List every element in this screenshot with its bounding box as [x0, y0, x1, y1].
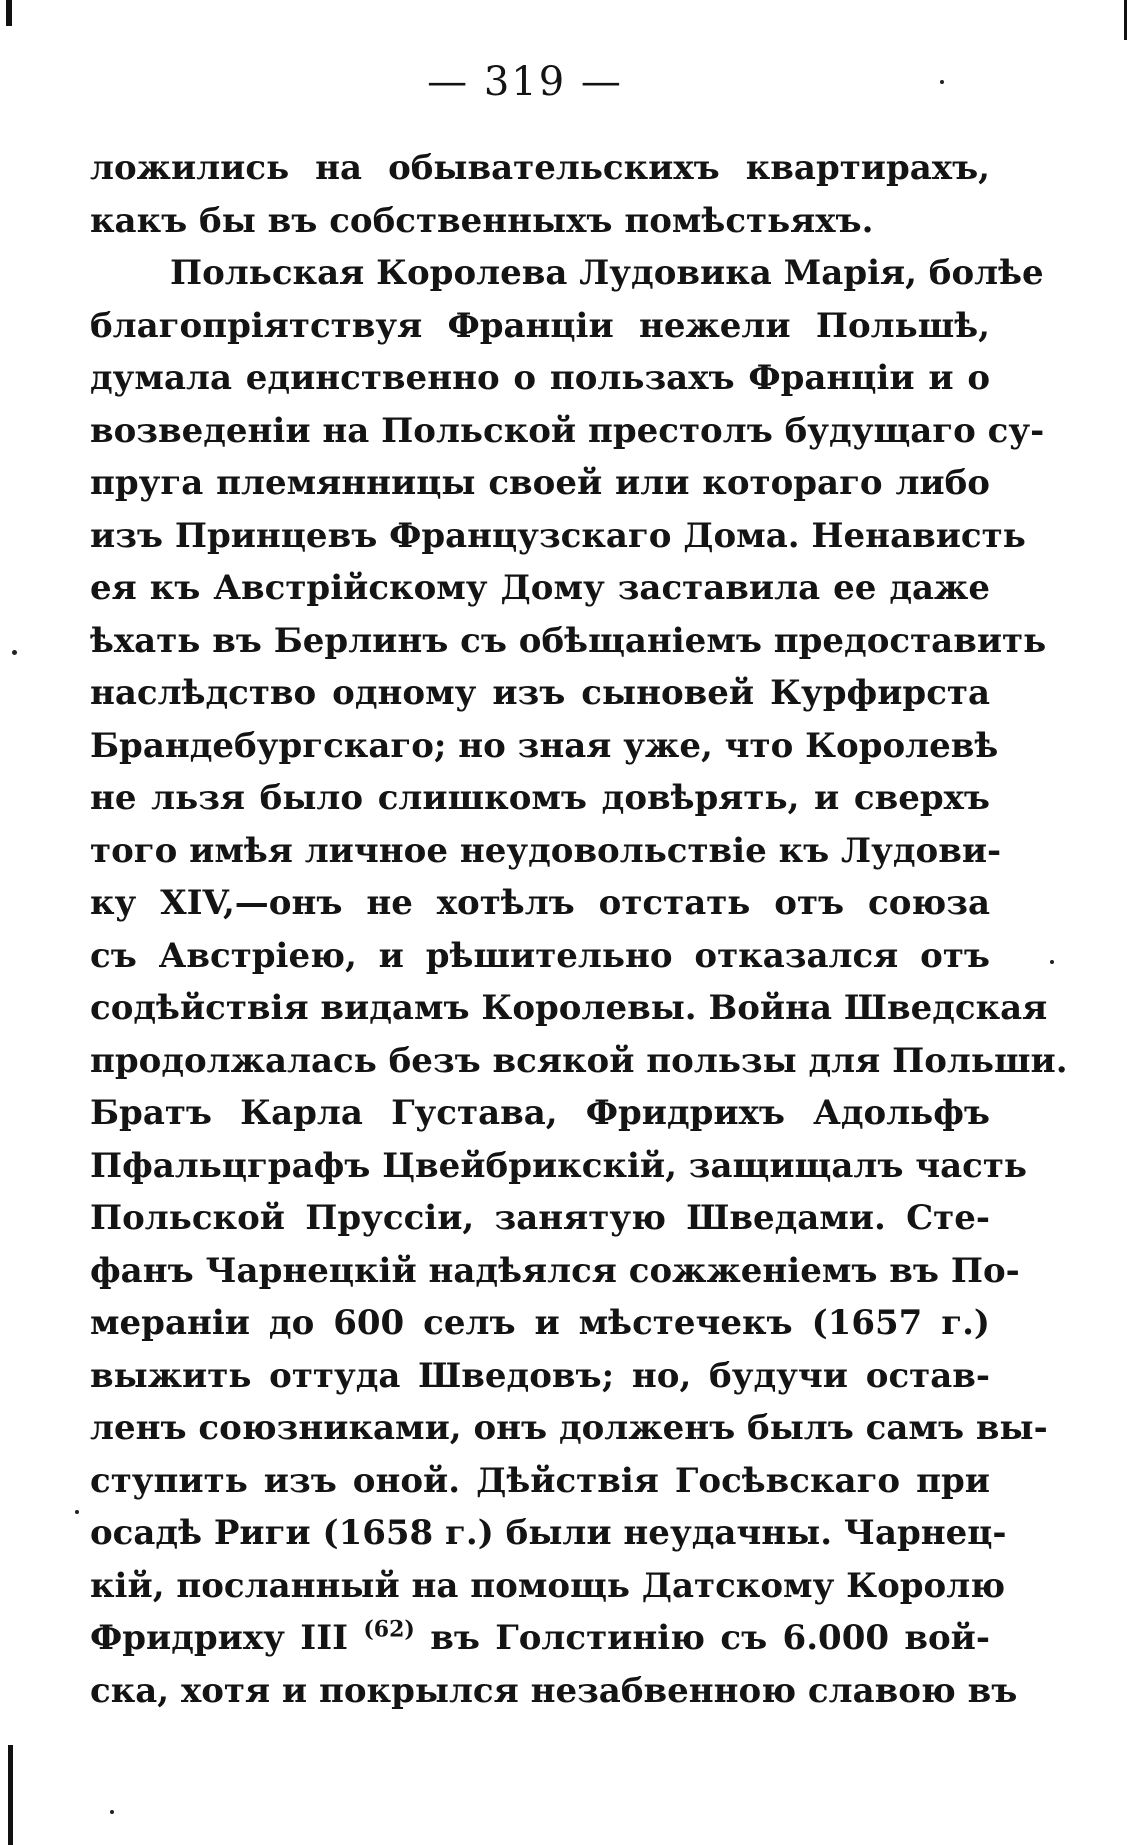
text-line: Брандебургскаго; но зная уже, что Королевѣ	[90, 725, 999, 766]
text-line: наслѣдство одному изъ сыновей Курфирста	[90, 673, 990, 713]
text-line: возведеніи на Польской престолъ будущаго су-	[90, 410, 1045, 451]
text-line: ска, хотя и покрылся незабвенною славою въ	[90, 1670, 1018, 1711]
text-line: благопріятствуя Франціи нежели Польшѣ,	[90, 305, 990, 346]
scan-speck	[75, 1510, 79, 1514]
text-line: Польской Пруссіи, занятую Шведами. Сте-	[90, 1198, 990, 1238]
text-line: ѣхать въ Берлинъ съ обѣщаніемъ предоставить	[90, 620, 1047, 661]
text-line: Братъ Карла Густава, Фридрихъ Адольфъ	[90, 1093, 990, 1133]
text-line: ея къ Австрійскому Дому заставила ее даже	[90, 568, 990, 608]
footnote-reference: (62)	[363, 1616, 415, 1643]
text-line: мераніи до 600 селъ и мѣстечекъ (1657 г.)	[90, 1303, 990, 1343]
scan-speck	[1050, 960, 1054, 964]
line-text-before: Фридриху III	[90, 1618, 364, 1658]
scan-speck	[940, 80, 944, 84]
text-line-with-footnote	[90, 1612, 990, 1665]
text-line: съ Австріею, и рѣшительно отказался отъ	[90, 935, 990, 976]
text-line: осадѣ Риги (1658 г.) были неудачны. Чарнец-	[90, 1513, 1007, 1553]
scan-edge-mark	[6, 0, 12, 26]
text-line: ступить изъ оной. Дѣйствія Госѣвскаго при	[90, 1460, 990, 1501]
text-line: думала единственно о пользахъ Франціи и о	[90, 358, 990, 398]
text-line: ку XIV,—онъ не хотѣлъ отстать отъ союза	[90, 883, 990, 923]
text-line: ложились на обывательскихъ квартирахъ,	[90, 148, 990, 188]
body-text	[90, 142, 1068, 1717]
text-line: содѣйствія видамъ Королевы. Война Шведская	[90, 988, 1048, 1028]
text-line: ленъ союзниками, онъ долженъ былъ самъ вы-	[90, 1408, 1048, 1448]
text-line: выжить оттуда Шведовъ; но, будучи остав-	[90, 1355, 990, 1396]
text-line: какъ бы въ собственныхъ помѣстьяхъ.	[90, 200, 874, 241]
paragraph-start-line: Польская Королева Лудовика Марія, болѣе	[170, 253, 1044, 293]
scan-edge-mark	[8, 1745, 13, 1845]
scan-speck	[110, 1810, 114, 1814]
text-line: Пфальцграфъ Цвейбрикскій, защищалъ часть	[90, 1145, 1028, 1186]
page-number: — 319 —	[427, 59, 623, 105]
line-text-after: въ Голстинію съ 6.000 вой-	[414, 1618, 991, 1658]
text-line: не льзя было слишкомъ довѣрять, и сверхъ	[90, 778, 990, 818]
scan-edge-mark	[1124, 0, 1127, 40]
text-line: кій, посланный на помощь Датскому Королю	[90, 1565, 1006, 1606]
text-line: изъ Принцевъ Французскаго Дома. Ненависть	[90, 515, 1026, 556]
scan-speck	[12, 650, 17, 655]
text-line: продолжалась безъ всякой пользы для Польши.	[90, 1040, 1068, 1081]
text-line: того имѣя личное неудовольствіе къ Лудови-	[90, 830, 1002, 871]
text-line: пруга племянницы своей или котораго либо	[90, 463, 990, 503]
text-line: фанъ Чарнецкій надѣялся сожженіемъ въ По-	[90, 1250, 1020, 1291]
